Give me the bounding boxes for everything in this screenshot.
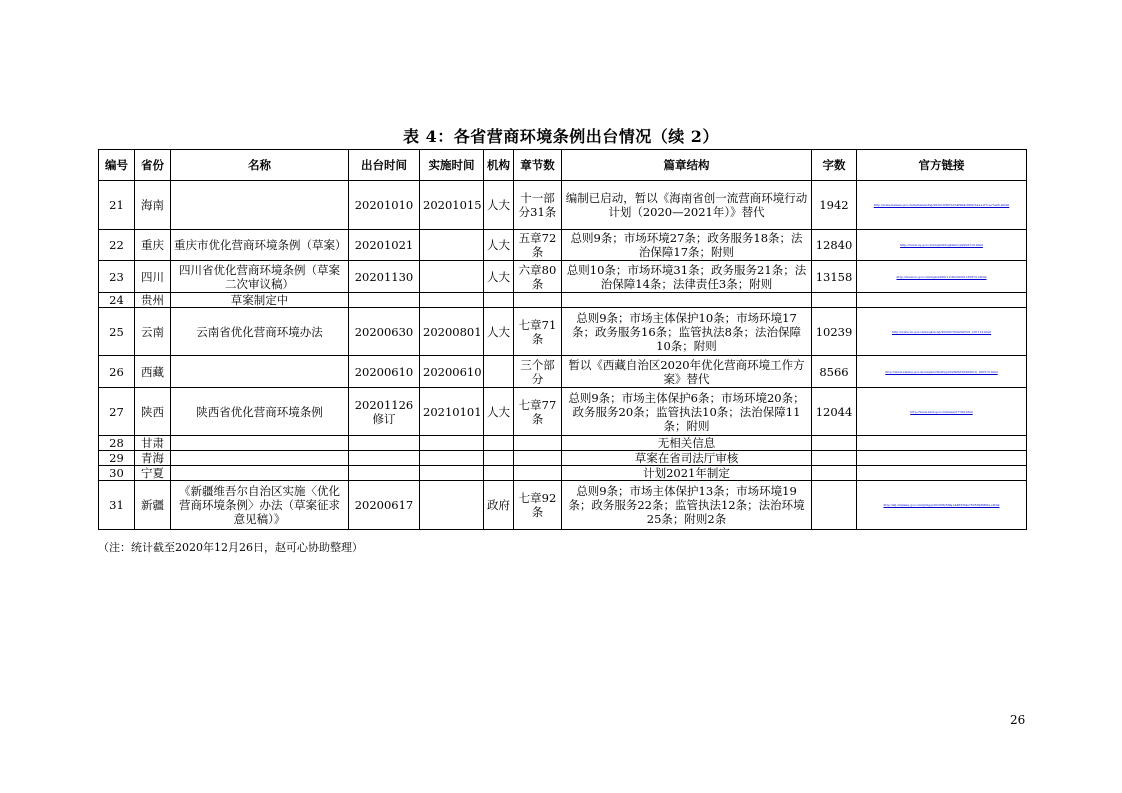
cell-name: 草案制定中	[171, 293, 349, 308]
cell-words: 12840	[812, 230, 857, 261]
cell-org: 人大	[484, 261, 514, 293]
cell-province: 重庆	[135, 230, 171, 261]
cell-link[interactable]: http://www.xizang.gov.cn/zwgk/xxfb/zfwj/202006/t20200610_160573.html	[857, 356, 1027, 388]
cell-issued	[349, 436, 420, 451]
cell-words: 8566	[812, 356, 857, 388]
cell-link[interactable]: http://www.yn.gov.cn/zwgk/zcwj/202007/t20200703_207113.html	[857, 308, 1027, 356]
cell-chapters: 六章80条	[514, 261, 562, 293]
cell-org: 人大	[484, 181, 514, 230]
cell-name: 四川省优化营商环境条例（草案二次审议稿）	[171, 261, 349, 293]
table-row	[99, 466, 1027, 481]
cell-structure	[562, 293, 812, 308]
cell-link	[857, 436, 1027, 451]
cell-effective	[420, 230, 484, 261]
cell-words	[812, 481, 857, 530]
cell-chapters: 七章92条	[514, 481, 562, 530]
cell-chapters: 七章77条	[514, 388, 562, 436]
cell-org	[484, 451, 514, 466]
cell-issued: 20200630	[349, 308, 420, 356]
cell-link[interactable]: http://www.sc.gov.cn/zwgk/2020/11/30/20201130572.shtml	[857, 261, 1027, 293]
footnote: （注：统计截至2020年12月26日，赵可心协助整理）	[98, 541, 363, 554]
cell-province: 海南	[135, 181, 171, 230]
cell-name: 陕西省优化营商环境条例	[171, 388, 349, 436]
cell-structure: 总则9条；市场主体保护6条；市场环境20条；政务服务20条；监管执法10条；法治保障11条；附则	[562, 388, 812, 436]
cell-name	[171, 436, 349, 451]
cell-words: 13158	[812, 261, 857, 293]
col-header-chapters: 章节数	[514, 150, 562, 181]
cell-org: 政府	[484, 481, 514, 530]
cell-province: 西藏	[135, 356, 171, 388]
cell-link[interactable]: http://sfj.xinjiang.gov.cn/sfj/tzgg/202006/5f9a144ff33f4e7835396f8f0a.shtml	[857, 481, 1027, 530]
cell-org	[484, 293, 514, 308]
cell-org: 人大	[484, 388, 514, 436]
cell-issued	[349, 466, 420, 481]
table-row	[99, 181, 1027, 230]
cell-chapters	[514, 451, 562, 466]
table-row	[99, 356, 1027, 388]
page-number: 26	[1010, 713, 1026, 727]
cell-org: 人大	[484, 308, 514, 356]
cell-words: 10239	[812, 308, 857, 356]
table-row	[99, 451, 1027, 466]
cell-words	[812, 451, 857, 466]
col-header-words: 字数	[812, 150, 857, 181]
cell-province: 宁夏	[135, 466, 171, 481]
col-header-province: 省份	[135, 150, 171, 181]
cell-issued: 20201126修订	[349, 388, 420, 436]
cell-province: 贵州	[135, 293, 171, 308]
provincial-regulations-table	[98, 149, 1027, 530]
cell-structure: 总则10条；市场环境31条；政务服务21条；法治保障14条；法律责任3条；附则	[562, 261, 812, 293]
col-header-effective: 实施时间	[420, 150, 484, 181]
cell-structure: 编制已启动，暂以《海南省创一流营商环境行动计划（2020—2021年）》替代	[562, 181, 812, 230]
cell-link[interactable]: http://www.sxrd.gov.cn/index/27799.html	[857, 388, 1027, 436]
cell-link	[857, 451, 1027, 466]
cell-issued: 20201130	[349, 261, 420, 293]
cell-province: 四川	[135, 261, 171, 293]
col-header-structure: 篇章结构	[562, 150, 812, 181]
cell-province: 云南	[135, 308, 171, 356]
cell-issued	[349, 293, 420, 308]
cell-no: 23	[99, 261, 135, 293]
cell-name: 重庆市优化营商环境条例（草案）	[171, 230, 349, 261]
cell-name	[171, 451, 349, 466]
cell-issued	[349, 451, 420, 466]
cell-effective	[420, 293, 484, 308]
cell-link[interactable]: http://www.cq.gov.cn/zwgk/zfxxgkml/zcjd/202710.html	[857, 230, 1027, 261]
cell-effective: 20210101	[420, 388, 484, 436]
cell-province: 青海	[135, 451, 171, 466]
cell-org	[484, 436, 514, 451]
cell-province: 新疆	[135, 481, 171, 530]
table-row	[99, 436, 1027, 451]
cell-no: 27	[99, 388, 135, 436]
cell-chapters	[514, 436, 562, 451]
cell-issued: 20201021	[349, 230, 420, 261]
cell-no: 21	[99, 181, 135, 230]
cell-name	[171, 356, 349, 388]
cell-chapters: 七章71条	[514, 308, 562, 356]
cell-chapters	[514, 293, 562, 308]
cell-effective: 20200610	[420, 356, 484, 388]
cell-no: 25	[99, 308, 135, 356]
header-row	[99, 150, 1027, 181]
cell-province: 甘肃	[135, 436, 171, 451]
cell-words: 1942	[812, 181, 857, 230]
col-header-link: 官方链接	[857, 150, 1027, 181]
cell-no: 30	[99, 466, 135, 481]
cell-no: 31	[99, 481, 135, 530]
cell-effective	[420, 481, 484, 530]
cell-structure: 暂以《西藏自治区2020年优化营商环境工作方案》替代	[562, 356, 812, 388]
cell-name	[171, 181, 349, 230]
cell-effective	[420, 436, 484, 451]
cell-structure: 总则9条；市场主体保护13条；市场环境19条；政务服务22条；监管执法12条；法治环境25条；附则2条	[562, 481, 812, 530]
cell-structure: 草案在省司法厅审核	[562, 451, 812, 466]
cell-link	[857, 466, 1027, 481]
cell-issued: 20200617	[349, 481, 420, 530]
cell-no: 24	[99, 293, 135, 308]
cell-effective	[420, 261, 484, 293]
col-header-org: 机构	[484, 150, 514, 181]
cell-structure: 计划2021年制定	[562, 466, 812, 481]
cell-effective: 20201015	[420, 181, 484, 230]
cell-structure: 总则9条；市场环境27条；政务服务18条；法治保障17条；附则	[562, 230, 812, 261]
cell-no: 28	[99, 436, 135, 451]
cell-words	[812, 293, 857, 308]
cell-chapters: 五章72条	[514, 230, 562, 261]
cell-no: 26	[99, 356, 135, 388]
table-row	[99, 481, 1027, 530]
cell-structure: 无相关信息	[562, 436, 812, 451]
table-row	[99, 293, 1027, 308]
table-row	[99, 388, 1027, 436]
cell-province: 陕西	[135, 388, 171, 436]
table-row	[99, 230, 1027, 261]
cell-no: 29	[99, 451, 135, 466]
cell-org	[484, 356, 514, 388]
cell-chapters	[514, 466, 562, 481]
table-row	[99, 308, 1027, 356]
cell-effective	[420, 451, 484, 466]
cell-name: 《新疆维吾尔自治区实施〈优化营商环境条例〉办法（草案征求意见稿）》	[171, 481, 349, 530]
cell-name: 云南省优化营商环境办法	[171, 308, 349, 356]
cell-org: 人大	[484, 230, 514, 261]
col-header-issued: 出台时间	[349, 150, 420, 181]
cell-words: 12044	[812, 388, 857, 436]
cell-chapters: 三个部分	[514, 356, 562, 388]
table-title: 表 4：各省营商环境条例出台情况（续 2）	[403, 127, 719, 146]
cell-words	[812, 436, 857, 451]
cell-effective	[420, 466, 484, 481]
cell-no: 22	[99, 230, 135, 261]
col-header-name: 名称	[171, 150, 349, 181]
table-row	[99, 261, 1027, 293]
cell-chapters: 十一部分31条	[514, 181, 562, 230]
cell-name	[171, 466, 349, 481]
cell-issued: 20201010	[349, 181, 420, 230]
cell-link[interactable]: http://www.hainan.gov.cn/hainan/szfwj/202010/f97b1b4f994cf9f47ba1a1f7cec7a2b.shtml	[857, 181, 1027, 230]
cell-effective: 20200801	[420, 308, 484, 356]
cell-issued: 20200610	[349, 356, 420, 388]
cell-org	[484, 466, 514, 481]
cell-words	[812, 466, 857, 481]
cell-structure: 总则9条；市场主体保护10条；市场环境17条；政务服务16条；监管执法8条；法治保障10条；附则	[562, 308, 812, 356]
cell-link	[857, 293, 1027, 308]
col-header-no: 编号	[99, 150, 135, 181]
